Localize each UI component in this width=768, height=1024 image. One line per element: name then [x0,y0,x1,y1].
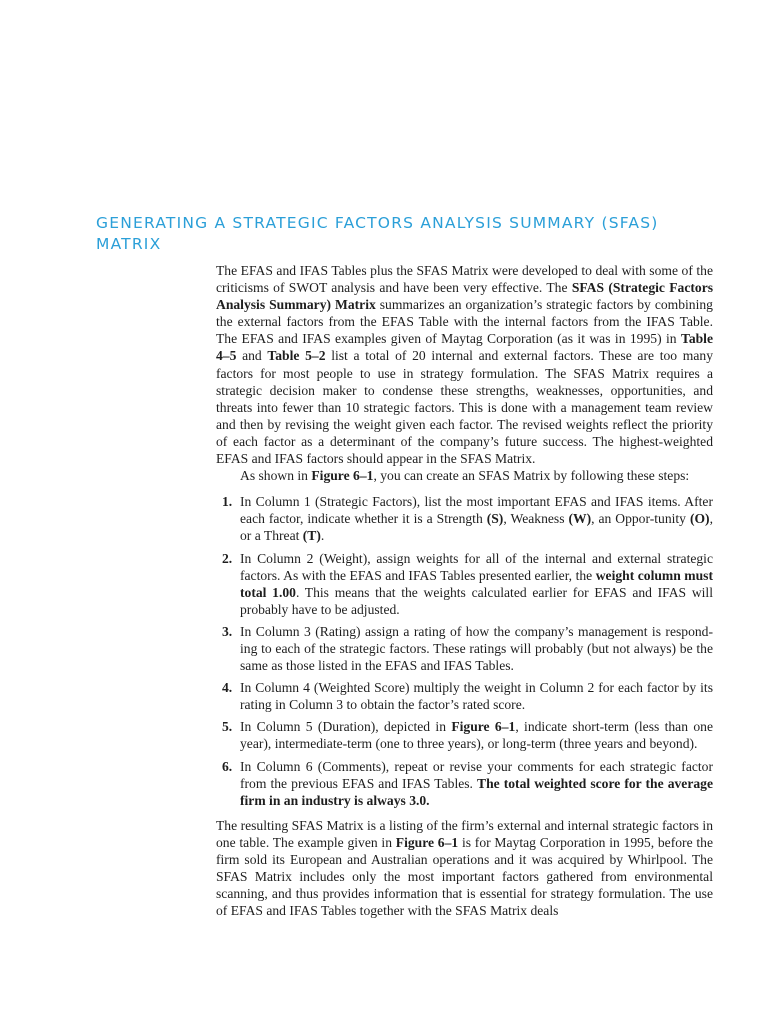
closing-paragraph [216,817,713,920]
text-run: and [236,348,268,364]
bold-term: The total weighted score for the average firm in an industry is always 3.0. [240,775,713,808]
text-run: , Weakness [503,511,569,527]
step-number: 1. [222,494,233,510]
text-run: In Column 1 (Strategic Factors), list the most important EFAS and IFAS items. After each factor, indicate whether it is a Strength [240,494,713,527]
text-run: list a total of 20 internal and external factors. These are too many factors for most people to use in strategy formulation. The SFAS Matrix requires a strategic decision maker to condense these strengths, weaknesses, opportunities, and threats into fewer than 10 strategic factors. This is done with a management team review and then by revising the weight given each factor. The revised weights reflect the priority of each factor as a determinant of the company’s future success. The highest-weighted EFAS and IFAS factors should appear in the SFAS Matrix. [216,348,713,467]
text-run: , indicate short-term (less than one year), intermediate-term (one to three years), or long-term (three years and beyond). [240,719,713,752]
step-number: 2. [222,550,233,566]
bold-term: SFAS (Strategic Factors Analysis Summary) Matrix [216,280,714,313]
text-run: In Column 3 (Rating) assign a rating of how the company’s management is respond-ing to each of the strategic factors. These ratings will probably (but not always) be the same as those listed in the EFAS and IFAS Tables. [240,623,713,674]
step-number: 3. [222,623,233,639]
text-run: . [320,528,325,544]
bold-term: (S) [486,511,504,527]
list-item [216,493,713,544]
text-run: The EFAS and IFAS Tables plus the SFAS Matrix were developed to deal with some of the criticisms of SWOT analysis and have been very effective. The [216,263,713,296]
steps-list [216,493,713,809]
bold-term: weight column must total 1.00 [240,567,713,600]
text-run: In Column 4 (Weighted Score) multiply the weight in Column 2 for each factor by its rating in Column 3 to obtain the factor’s rated score. [240,680,713,713]
step-number: 4. [222,680,233,696]
text-run: is for Maytag Corporation in 1995, before the firm sold its European and Australian operations and it was acquired by Whirlpool. The SFAS Matrix includes only the most important factors gathered from environmental scanning, and thus provides information that is essential for strategy formulation. The use of EFAS and IFAS Tables together with the SFAS Matrix deals [216,834,713,919]
bold-term: (O) [689,511,710,527]
figure-reference: Figure 6–1 [395,834,459,850]
figure-reference: Figure 6–1 [311,468,374,484]
lead-paragraph [216,467,713,484]
text-run: In Column 2 (Weight), assign weights for all of the internal and external strategic factors. As with the EFAS and IFAS Tables presented earlier, the [240,550,713,583]
list-item [216,550,713,618]
text-run: In Column 6 (Comments), repeat or revise your comments for each strategic factor from the previous EFAS and IFAS Tables. [240,758,713,791]
table-reference: Table 4–5 [216,331,713,364]
text-run: The resulting SFAS Matrix is a listing of the firm’s external and internal strategic factors in one table. The example given in [216,817,713,850]
text-run: As shown in [240,468,312,484]
text-run: , you can create an SFAS Matrix by following these steps: [373,468,690,484]
bold-term: (W) [568,511,592,527]
step-number: 6. [222,758,233,774]
body-text [216,262,713,919]
section-heading: GENERATING A STRATEGIC FACTORS ANALYSIS SUMMARY (SFAS) MATRIX [96,214,659,253]
intro-paragraph [216,262,713,467]
step-number: 5. [222,719,233,735]
figure-reference: Figure 6–1 [451,719,516,735]
list-item [216,758,713,809]
text-run: In Column 5 (Duration), depicted in [240,719,452,735]
text-run: summarizes an organization’s strategic factors by combining the external factors from the EFAS Table with the internal factors from the IFAS Table. The EFAS and IFAS examples given of Maytag Corporation (as it was in 1995) in [216,297,713,347]
text-run: , an Oppor-tunity [591,511,690,527]
text-run: . This means that the weights calculated earlier for EFAS and IFAS will probably have to be adjusted. [240,584,713,617]
table-reference: Table 5–2 [267,348,326,364]
list-item [216,718,713,752]
text-run: , or a Threat [240,511,713,544]
list-item [216,679,713,713]
bold-term: (T) [302,528,321,544]
list-item [216,623,713,674]
